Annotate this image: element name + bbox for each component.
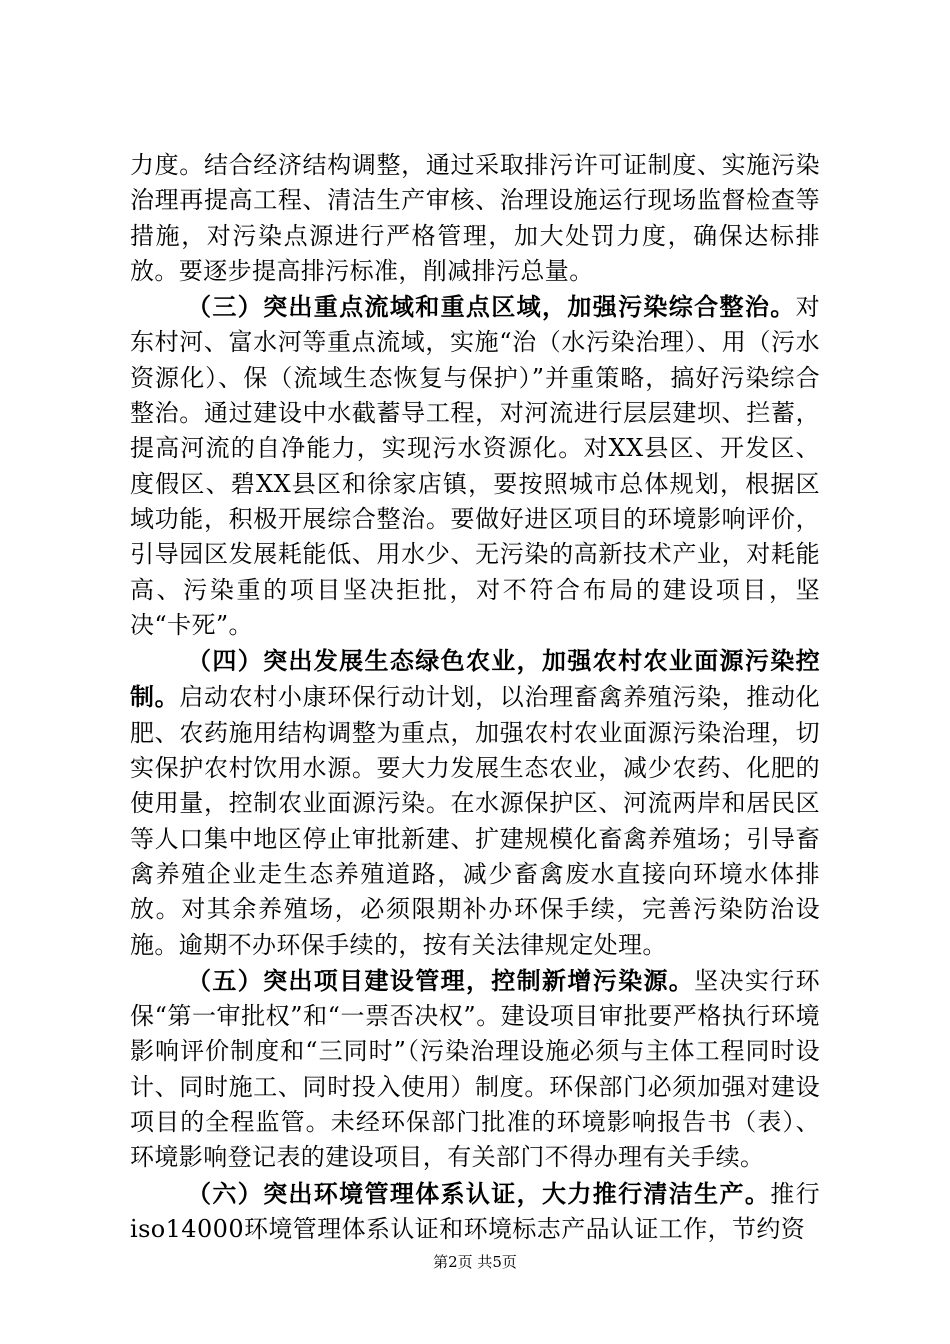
paragraph-section-6 [130, 1176, 820, 1248]
page-number: 第2页 共5页 [433, 1253, 517, 1271]
paragraph-text: 坚决实行环保“第一审批权”和“一票否决权”。建设项目审批要严格执行环境影响评价制度和“三同时”（污染治理设施必须与主体工程同时设计、同时施工、同时投入使用）制度。环保部门必须加强对建设项目的全程监管。未经环保部门批准的环境影响报告书（表）、环境影响登记表的建设项目，有关部门不得办理有关手续。 [130, 966, 821, 1172]
paragraph-section-4 [130, 643, 820, 963]
paragraph-text: 对东村河、富水河等重点流域，实施“治（水污染治理）、用（污水资源化）、保（流域生态恢复与保护）”并重策略，搞好污染综合整治。通过建设中水截蓄导工程，对河流进行层层建坝、拦蓄，提高河流的自净能力，实现污水资源化。对XX县区、开发区、度假区、碧XX县区和徐家店镇，要按照城市总体规划，根据区域功能，积极开展综合整治。要做好进区项目的环境影响评价，引导园区发展耗能低、用水少、无污染的高新技术产业，对耗能高、污染重的项目坚决拒批，对不符合布局的建设项目，坚决“卡死”。 [130, 293, 820, 639]
paragraph-text: 力度。结合经济结构调整，通过采取排污许可证制度、实施污染治理再提高工程、清洁生产审核、治理设施运行现场监督检查等措施，对污染点源进行严格管理，加大处罚力度，确保达标排放。要逐步提高排污标准，削减排污总量。 [130, 151, 820, 285]
section-heading: （六）突出环境管理体系认证，大力推行清洁生产。 [187, 1178, 771, 1208]
paragraph-section-3 [130, 289, 820, 643]
section-heading: （五）突出项目建设管理，控制新增污染源。 [187, 965, 695, 995]
document-body [130, 148, 820, 1247]
paragraph-text: 推行iso14000环境管理体系认证和环境标志产品认证工作，节约资 [130, 1179, 820, 1243]
paragraph-continuation [130, 148, 820, 289]
paragraph-text: 启动农村小康环保行动计划，以治理畜禽养殖污染，推动化肥、农药施用结构调整为重点，加强农村农业面源污染治理，切实保护农村饮用水源。要大力发展生态农业，减少农药、化肥的使用量，控制农业面源污染。在水源保护区、河流两岸和居民区等人口集中地区停止审批新建、扩建规模化畜禽养殖场；引导畜禽养殖企业走生态养殖道路，减少畜禽废水直接向环境水体排放。对其余养殖场，必须限期补办环保手续，完善污染防治设施。逾期不办环保手续的，按有关法律规定处理。 [130, 683, 820, 959]
section-heading: （三）突出重点流域和重点区域，加强污染综合整治。 [187, 292, 796, 322]
paragraph-section-5 [130, 963, 820, 1176]
page-footer [0, 1252, 950, 1272]
section-heading: （四）突出发展生态绿色农业，加强农村农业面源污染控制。 [130, 646, 820, 712]
